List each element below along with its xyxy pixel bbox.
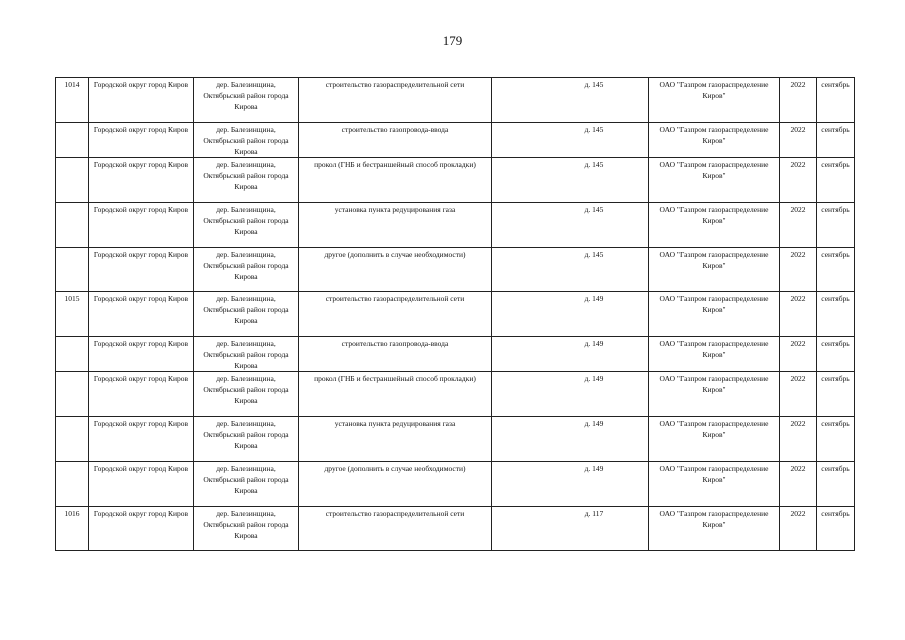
locality-cell: дер. Балезинщина, Октябрьский район города Кирова (194, 292, 299, 337)
municipality-cell: Городской округ город Киров (89, 248, 194, 292)
month-cell: сентябрь (817, 78, 855, 123)
month-cell: сентябрь (817, 158, 855, 203)
address-text: д. 145 (584, 250, 604, 259)
locality-cell: дер. Балезинщина, Октябрьский район города Кирова (194, 248, 299, 292)
address-cell (492, 78, 649, 123)
table-row (56, 248, 855, 292)
organization-cell: ОАО "Газпром газораспределение Киров" (649, 123, 780, 158)
month-cell: сентябрь (817, 337, 855, 372)
row-number (56, 248, 89, 292)
work-type-cell: прокол (ГНБ и бестраншейный способ прокладки) (299, 158, 492, 203)
organization-cell: ОАО "Газпром газораспределение Киров" (649, 203, 780, 248)
row-number (56, 123, 89, 158)
locality-cell: дер. Балезинщина, Октябрьский район города Кирова (194, 462, 299, 507)
year-cell: 2022 (780, 292, 817, 337)
address-text: д. 149 (584, 339, 604, 348)
table-row (56, 507, 855, 551)
work-type-cell: строительство газопровода-ввода (299, 337, 492, 372)
locality-cell: дер. Балезинщина, Октябрьский район города Кирова (194, 337, 299, 372)
address-cell (492, 203, 649, 248)
organization-cell: ОАО "Газпром газораспределение Киров" (649, 248, 780, 292)
work-type-cell: установка пункта редуцирования газа (299, 417, 492, 462)
organization-cell: ОАО "Газпром газораспределение Киров" (649, 292, 780, 337)
organization-cell: ОАО "Газпром газораспределение Киров" (649, 507, 780, 551)
row-number (56, 158, 89, 203)
address-cell (492, 337, 649, 372)
organization-cell: ОАО "Газпром газораспределение Киров" (649, 417, 780, 462)
address-cell (492, 292, 649, 337)
registry-table (55, 77, 855, 551)
municipality-cell: Городской округ город Киров (89, 372, 194, 417)
address-text: д. 145 (584, 80, 604, 89)
year-cell: 2022 (780, 248, 817, 292)
month-cell: сентябрь (817, 123, 855, 158)
year-cell: 2022 (780, 203, 817, 248)
locality-cell: дер. Балезинщина, Октябрьский район города Кирова (194, 123, 299, 158)
month-cell: сентябрь (817, 292, 855, 337)
work-type-cell: прокол (ГНБ и бестраншейный способ прокладки) (299, 372, 492, 417)
address-cell (492, 372, 649, 417)
work-type-cell: строительство газораспределительной сети (299, 78, 492, 123)
row-number: 1016 (56, 507, 89, 551)
address-cell (492, 507, 649, 551)
year-cell: 2022 (780, 462, 817, 507)
organization-cell: ОАО "Газпром газораспределение Киров" (649, 78, 780, 123)
address-text: д. 145 (584, 125, 604, 134)
locality-cell: дер. Балезинщина, Октябрьский район города Кирова (194, 507, 299, 551)
address-text: д. 149 (584, 419, 604, 428)
municipality-cell: Городской округ город Киров (89, 337, 194, 372)
municipality-cell: Городской округ город Киров (89, 417, 194, 462)
year-cell: 2022 (780, 507, 817, 551)
table-row (56, 292, 855, 337)
month-cell: сентябрь (817, 417, 855, 462)
row-number (56, 203, 89, 248)
month-cell: сентябрь (817, 248, 855, 292)
organization-cell: ОАО "Газпром газораспределение Киров" (649, 372, 780, 417)
registry-body (56, 78, 855, 551)
table-row (56, 337, 855, 372)
address-cell (492, 123, 649, 158)
row-number: 1014 (56, 78, 89, 123)
table-row (56, 372, 855, 417)
locality-cell: дер. Балезинщина, Октябрьский район города Кирова (194, 203, 299, 248)
locality-cell: дер. Балезинщина, Октябрьский район города Кирова (194, 417, 299, 462)
address-text: д. 149 (584, 374, 604, 383)
locality-cell: дер. Балезинщина, Октябрьский район города Кирова (194, 158, 299, 203)
municipality-cell: Городской округ город Киров (89, 203, 194, 248)
year-cell: 2022 (780, 337, 817, 372)
address-cell (492, 158, 649, 203)
municipality-cell: Городской округ город Киров (89, 507, 194, 551)
table-row (56, 123, 855, 158)
address-cell (492, 248, 649, 292)
work-type-cell: другое (дополнить в случае необходимости) (299, 248, 492, 292)
work-type-cell: установка пункта редуцирования газа (299, 203, 492, 248)
organization-cell: ОАО "Газпром газораспределение Киров" (649, 462, 780, 507)
municipality-cell: Городской округ город Киров (89, 462, 194, 507)
organization-cell: ОАО "Газпром газораспределение Киров" (649, 158, 780, 203)
year-cell: 2022 (780, 158, 817, 203)
row-number (56, 462, 89, 507)
year-cell: 2022 (780, 123, 817, 158)
address-cell (492, 462, 649, 507)
year-cell: 2022 (780, 78, 817, 123)
municipality-cell: Городской округ город Киров (89, 158, 194, 203)
page-number: 179 (442, 33, 463, 48)
month-cell: сентябрь (817, 372, 855, 417)
year-cell: 2022 (780, 417, 817, 462)
work-type-cell: строительство газораспределительной сети (299, 507, 492, 551)
work-type-cell: строительство газопровода-ввода (299, 123, 492, 158)
work-type-cell: строительство газораспределительной сети (299, 292, 492, 337)
month-cell: сентябрь (817, 203, 855, 248)
row-number (56, 337, 89, 372)
table-row (56, 78, 855, 123)
table-row (56, 158, 855, 203)
address-cell (492, 417, 649, 462)
work-type-cell: другое (дополнить в случае необходимости) (299, 462, 492, 507)
locality-cell: дер. Балезинщина, Октябрьский район города Кирова (194, 372, 299, 417)
month-cell: сентябрь (817, 507, 855, 551)
year-cell: 2022 (780, 372, 817, 417)
organization-cell: ОАО "Газпром газораспределение Киров" (649, 337, 780, 372)
table-row (56, 417, 855, 462)
address-text: д. 145 (584, 160, 604, 169)
municipality-cell: Городской округ город Киров (89, 292, 194, 337)
address-text: д. 117 (584, 509, 604, 518)
municipality-cell: Городской округ город Киров (89, 78, 194, 123)
address-text: д. 149 (584, 294, 604, 303)
address-text: д. 145 (584, 205, 604, 214)
address-text: д. 149 (584, 464, 604, 473)
municipality-cell: Городской округ город Киров (89, 123, 194, 158)
row-number (56, 417, 89, 462)
row-number (56, 372, 89, 417)
locality-cell: дер. Балезинщина, Октябрьский район города Кирова (194, 78, 299, 123)
table-row (56, 203, 855, 248)
row-number: 1015 (56, 292, 89, 337)
month-cell: сентябрь (817, 462, 855, 507)
table-row (56, 462, 855, 507)
